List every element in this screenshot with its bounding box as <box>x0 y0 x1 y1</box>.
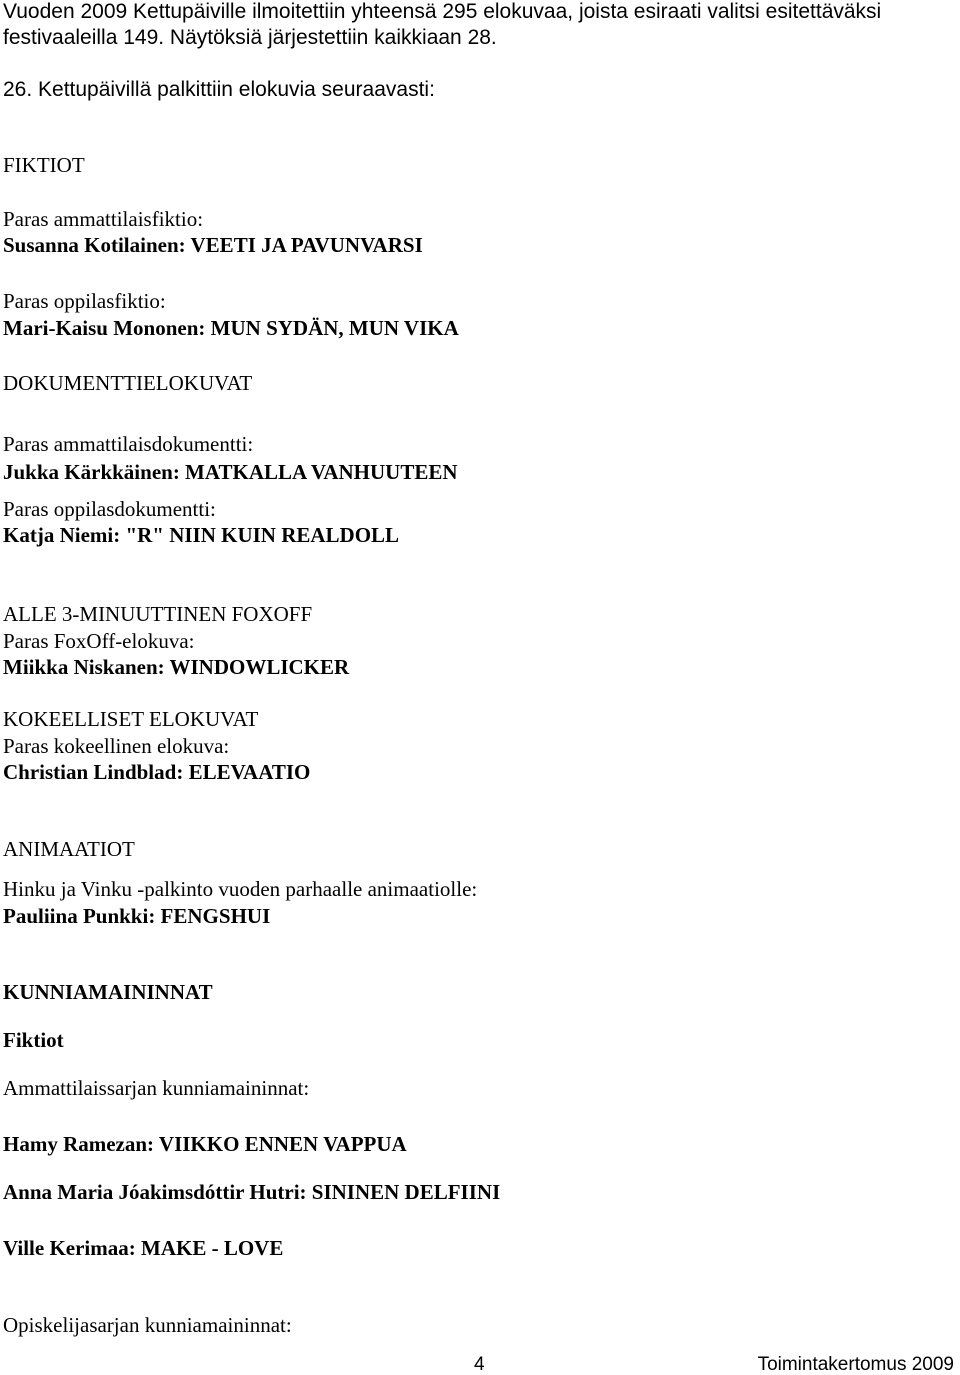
intro-line-1: Vuoden 2009 Kettupäiville ilmoitettiin yhteensä 295 elokuvaa, joista esiraati valitsi esitettäväksi <box>3 0 882 23</box>
section-heading-kokeelliset: KOKEELLISET ELOKUVAT <box>3 707 259 731</box>
section-heading-fiktiot: FIKTIOT <box>3 153 85 177</box>
award-winner-animaatio: Pauliina Punkki: FENGSHUI <box>3 904 271 928</box>
award-winner-oppilasdokumentti: Katja Niemi: "R" NIIN KUIN REALDOLL <box>3 523 400 547</box>
label-opiskelijasarja: Opiskelijasarjan kunniamaininnat: <box>3 1313 292 1337</box>
section-heading-animaatiot: ANIMAATIOT <box>3 837 135 861</box>
page-number: 4 <box>474 1354 485 1375</box>
honorable-mention-item: Ville Kerimaa: MAKE - LOVE <box>3 1236 284 1260</box>
honorable-mention-item: Hamy Ramezan: VIIKKO ENNEN VAPPUA <box>3 1132 407 1156</box>
award-label-oppilasdokumentti: Paras oppilasdokumentti: <box>3 497 216 521</box>
award-winner-foxoff: Miikka Niskanen: WINDOWLICKER <box>3 655 350 679</box>
subheading-fiktiot: Fiktiot <box>3 1028 64 1052</box>
section-heading-dokumentit: DOKUMENTTIELOKUVAT <box>3 371 253 395</box>
intro-line-3: 26. Kettupäivillä palkittiin elokuvia seuraavasti: <box>3 78 435 101</box>
section-heading-foxoff: ALLE 3-MINUUTTINEN FOXOFF <box>3 602 313 626</box>
award-winner-oppilasfiktio: Mari-Kaisu Mononen: MUN SYDÄN, MUN VIKA <box>3 316 459 340</box>
award-label-oppilasfiktio: Paras oppilasfiktio: <box>3 289 166 313</box>
award-winner-kokeellinen: Christian Lindblad: ELEVAATIO <box>3 760 311 784</box>
award-label-ammattilaisfiktio: Paras ammattilaisfiktio: <box>3 207 204 231</box>
label-ammattilaissarja: Ammattilaissarjan kunniamaininnat: <box>3 1076 310 1100</box>
award-winner-ammattilaisdokumentti: Jukka Kärkkäinen: MATKALLA VANHUUTEEN <box>3 460 458 484</box>
award-winner-ammattilaisfiktio: Susanna Kotilainen: VEETI JA PAVUNVARSI <box>3 233 423 257</box>
award-label-animaatio: Hinku ja Vinku -palkinto vuoden parhaalle animaatiolle: <box>3 877 478 901</box>
honorable-mention-item: Anna Maria Jóakimsdóttir Hutri: SININEN DELFIINI <box>3 1180 501 1204</box>
footer-document-title: Toimintakertomus 2009 <box>757 1354 954 1375</box>
award-label-ammattilaisdokumentti: Paras ammattilaisdokumentti: <box>3 432 254 456</box>
award-label-foxoff: Paras FoxOff-elokuva: <box>3 629 195 653</box>
section-heading-kunniamaininnat: KUNNIAMAININNAT <box>3 980 213 1004</box>
intro-line-2: festivaaleilla 149. Näytöksiä järjestettiin kaikkiaan 28. <box>3 26 497 49</box>
award-label-kokeellinen: Paras kokeellinen elokuva: <box>3 734 230 758</box>
